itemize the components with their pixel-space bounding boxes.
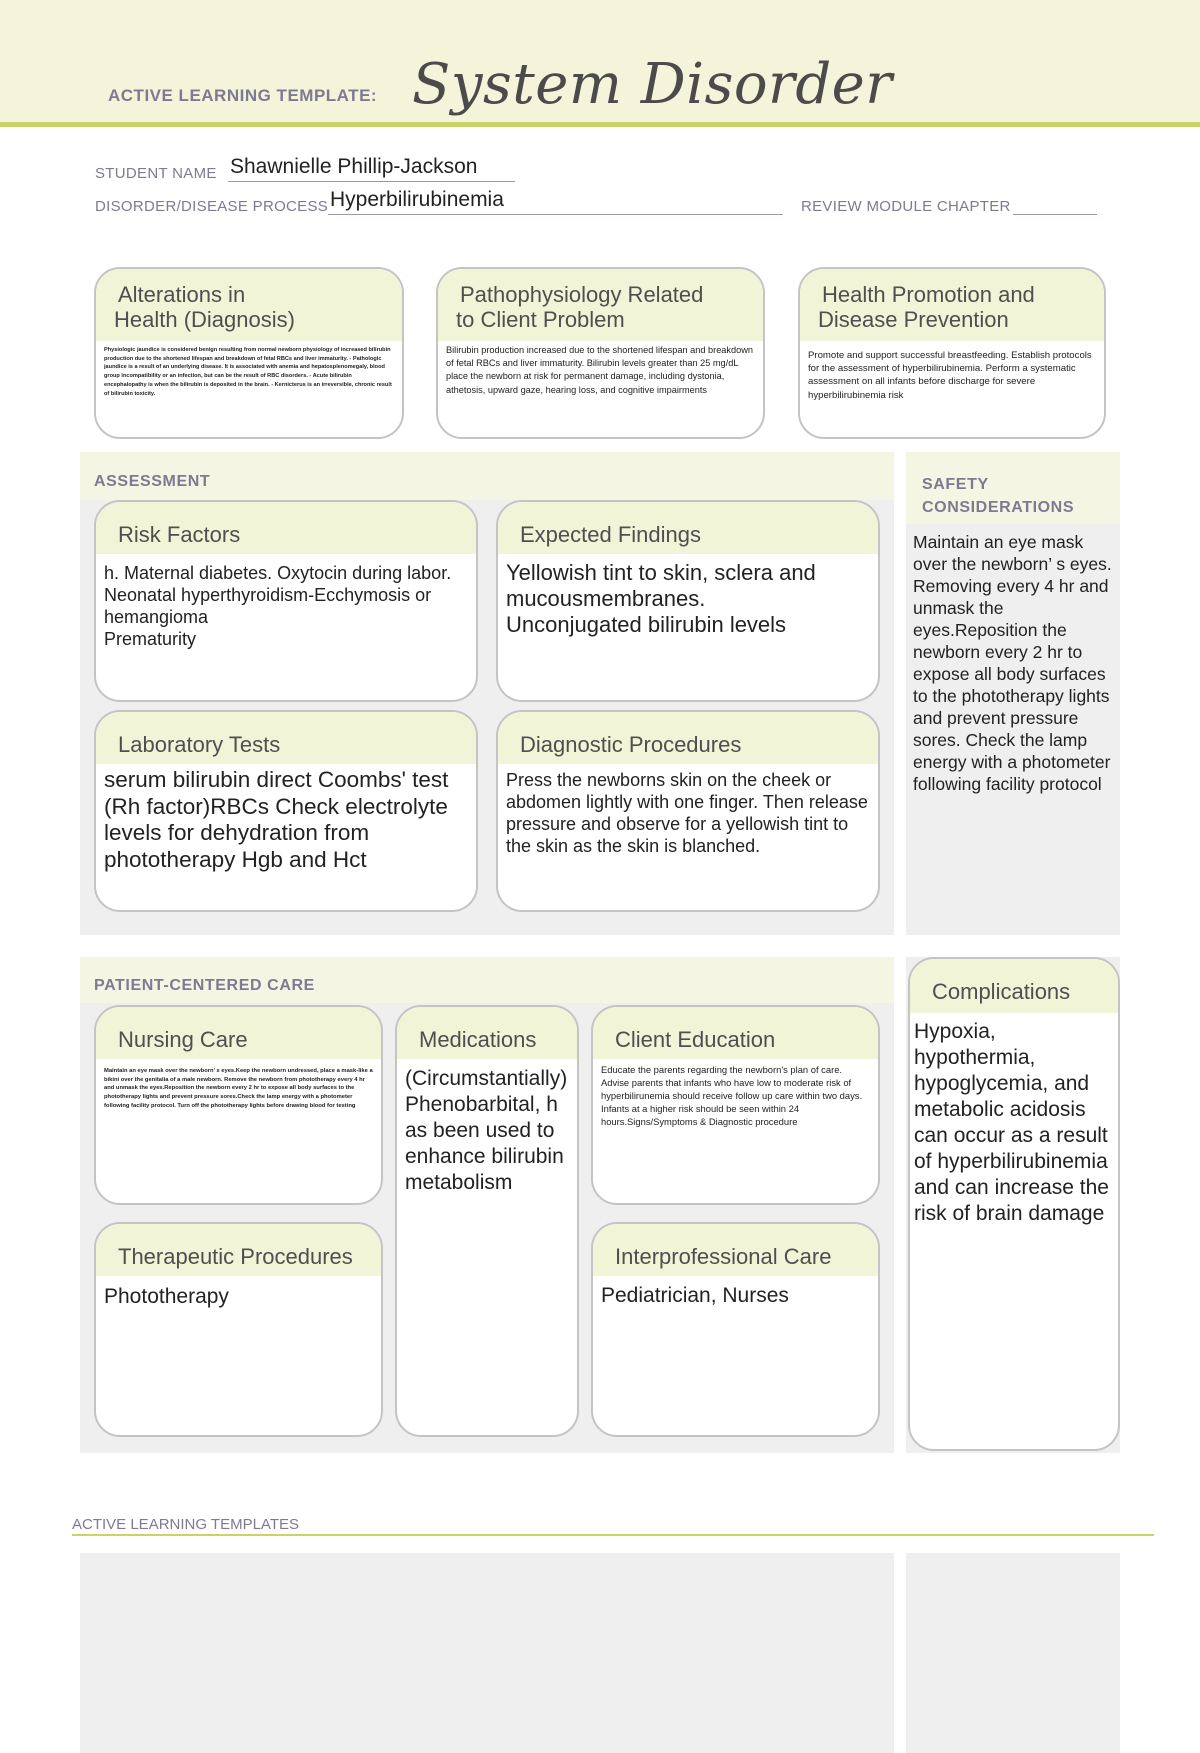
therapeutic-procedures-title: Therapeutic Procedures [96,1224,381,1276]
risk-factors-title: Risk Factors [96,502,476,554]
safety-section-title [922,473,1074,519]
client-education-title: Client Education [593,1007,878,1059]
safety-title-2: CONSIDERATIONS [922,499,1075,516]
alterations-header [96,269,402,341]
risk-factors-body [96,554,476,650]
pathophysiology-title-1: Pathophysiology Related [460,282,704,307]
complications-title: Complications [910,959,1118,1013]
expected-findings-box [496,500,880,702]
complications-text: Hypoxia, hypothermia, hypoglycemia, and metabolic acidosis can occur as a result of hyperbilirubinemia and can increase the risk of brain damage [914,1020,1109,1225]
health-promotion-title-2: Disease Prevention [818,307,1009,332]
review-chapter-field[interactable] [1013,200,1097,215]
diagnostic-procedures-title: Diagnostic Procedures [498,712,878,764]
review-chapter-label: REVIEW MODULE CHAPTER [801,198,1011,215]
header-rule [0,122,1200,127]
risk-factor-item: Prematurity [104,629,197,649]
nursing-care-title: Nursing Care [96,1007,381,1059]
pathophysiology-header [438,269,763,341]
laboratory-tests-text: serum bilirubin direct Coombs' test (Rh factor)RBCs Check electrolyte levels for dehydration from phototherapy Hgb and Hct [104,767,449,872]
student-name-label: STUDENT NAME [95,165,217,182]
medications-box [395,1005,579,1437]
nursing-care-text: Maintain an eye mask over the newborn’ s eyes.Keep the newborn undressed, place a mask-like a bikini over the genitalia of a male newborn. Remove the newborn from phototherapy every 4 hr and unmask the eyes.Reposition the newborn every 2 hr to expose all body surfaces to the phototherapy lights and prevent pressure sores.Check the lamp energy with a photometer following facility protocol. Turn off the phototherapy lights before drawing blood for testing [104,1068,373,1109]
patient-care-section-title: PATIENT-CENTERED CARE [94,977,315,994]
pathophysiology-box [436,267,765,439]
alterations-text: Physiologic jaundice is considered benign resulting from normal newborn physiology of increased bilirubin production due to the shortened lifespan and breakdown of fetal RBCs and liver immaturity. - Pathologic jaundice is a result of an underlying disease. It is associated with anemia and hepatosplenomegaly, blood group incompatibility or an infection, but can be the result of RBC disorders. - Acute bilirubin encephalopathy is when the bilirubin is deposited in the brain. - Kernicterus is an irreversible, chronic result of bilirubin toxicity. [104,347,392,397]
interprofessional-care-text: Pediatrician, Nurses [601,1284,789,1307]
disorder-value: Hyperbilirubinemia [330,188,504,211]
therapeutic-procedures-text: Phototherapy [104,1285,229,1308]
page-bottom [0,1453,1200,1553]
medications-text: (Circumstantially) Phenobarbital, has been used to enhance bilirubin metabolism [405,1067,568,1194]
interprofessional-care-box [591,1222,880,1437]
risk-factors-box [94,500,478,702]
footer-text: ACTIVE LEARNING TEMPLATES [72,1516,299,1533]
safety-text: Maintain an eye mask over the newborn’ s eyes. Removing every 4 hr and unmask the eyes.Reposition the newborn every 2 hr to expose all body surfaces to the phototherapy lights and prevent pressure sores. Check the lamp energy with a photometer following facility protocol [913,532,1112,794]
disorder-label: DISORDER/DISEASE PROCESS [95,198,329,215]
assessment-section-title: ASSESSMENT [94,473,211,490]
safety-title-1: SAFETY [922,476,989,493]
alterations-box [94,267,404,439]
template-label: ACTIVE LEARNING TEMPLATE: [108,86,378,105]
student-name-field[interactable] [228,155,515,182]
complications-box [908,957,1120,1451]
risk-factor-item: Neonatal hyperthyroidism-Ecchymosis or hemangioma [104,585,432,627]
template-title: System Disorder [412,52,893,117]
diagnostic-procedures-text: Press the newborns skin on the cheek or abdomen lightly with one finger. Then release pressure and observe for a yellowish tint to the skin as the skin is blanched. [506,770,868,856]
pathophysiology-title-2: to Client Problem [456,307,625,332]
risk-factor-item: h. Maternal diabetes. Oxytocin during labor. [104,563,452,583]
client-education-box [591,1005,880,1205]
alterations-title-2: Health (Diagnosis) [114,307,295,332]
medications-title: Medications [397,1007,577,1059]
expected-findings-body [498,554,878,638]
health-promotion-header [800,269,1104,341]
pathophysiology-text: Bilirubin production increased due to the shortened lifespan and breakdown of fetal RBCs and liver immaturity. Bilirubin levels greater than 25 mg/dL place the newborn at risk for permanent damage, including dystonia, athetosis, upward gaze, hearing loss, and cognitive impairments [446,345,753,395]
therapeutic-procedures-box [94,1222,383,1437]
client-education-text: Educate the parents regarding the newborn's plan of care. Advise parents that infants who have low to moderate risk of hyperbilirunemia should receive follow up care within two days. Infants at a higher risk should be seen within 24 hours.Signs/Symptoms & Diagnostic procedure [601,1064,863,1127]
diagnostic-procedures-box [496,710,880,912]
health-promotion-title-1: Health Promotion and [822,282,1035,307]
health-promotion-box [798,267,1106,439]
laboratory-tests-title: Laboratory Tests [96,712,476,764]
nursing-care-box [94,1005,383,1205]
interprofessional-care-title: Interprofessional Care [593,1224,878,1276]
alterations-title-1: Alterations in [118,282,246,307]
expected-finding-item: Unconjugated bilirubin levels [506,612,787,637]
student-name-value: Shawnielle Phillip-Jackson [230,155,478,178]
health-promotion-text: Promote and support successful breastfeeding. Establish protocols for the assessment of hyperbilirubinemia. Perform a systematic assessment on all infants before discharge for severe hyperbilirubinemia risk [808,350,1092,401]
footer-rule [72,1534,1154,1536]
laboratory-tests-box [94,710,478,912]
expected-findings-title: Expected Findings [498,502,878,554]
expected-finding-item: Yellowish tint to skin, sclera and mucousmembranes. [506,560,816,611]
disorder-field[interactable] [328,188,783,215]
